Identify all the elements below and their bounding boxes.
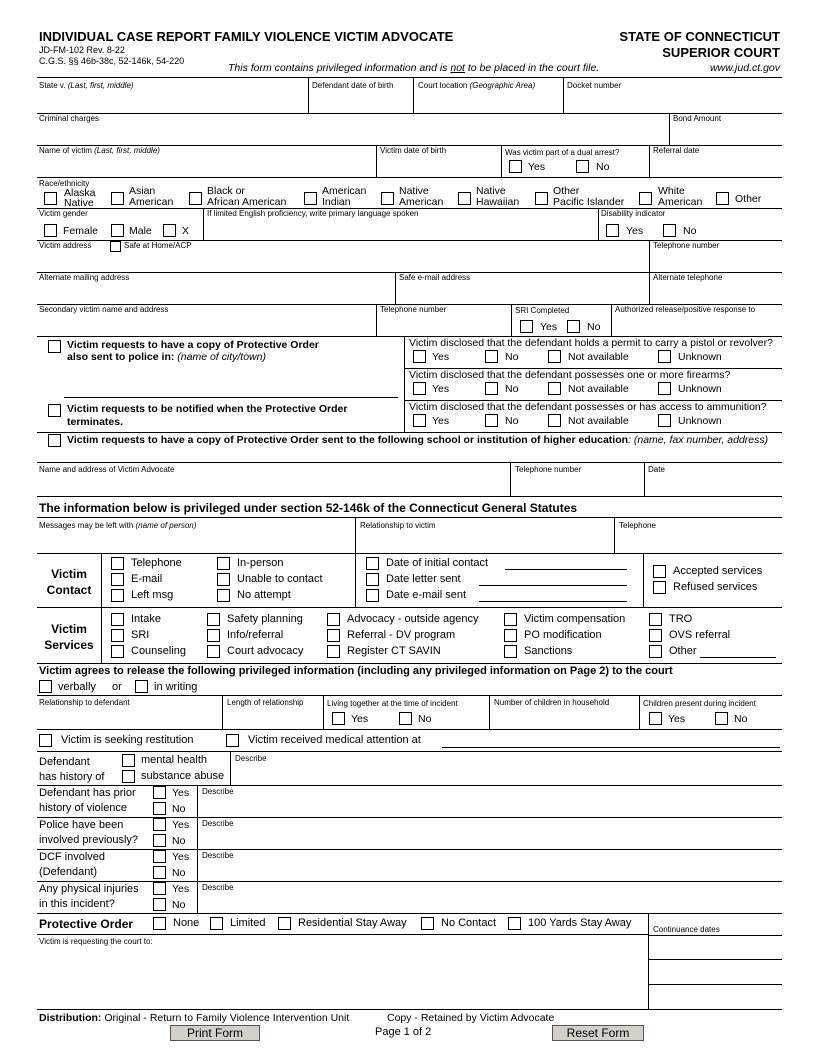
no-label: No [734, 713, 748, 725]
yes-label: Yes [172, 819, 190, 831]
po-no-contact-checkbox[interactable] [421, 917, 434, 930]
service-court-advocacy-label: Court advocacy [227, 645, 304, 657]
po-school-label: Victim requests to have a copy of Protective Order sent to the following school or institution of higher education: (name, fax number, address) [67, 434, 769, 446]
disability-label: Disability indicator [601, 209, 666, 218]
medical-location-line[interactable] [442, 747, 780, 748]
dcf-no-checkbox[interactable] [153, 866, 166, 879]
no-label: No [172, 835, 186, 847]
no-label: No [683, 225, 697, 237]
contact-no-attempt-label: No attempt [237, 589, 291, 601]
court-name: SUPERIOR COURT [662, 45, 780, 60]
victim-contact-label: Victim Contact [46, 567, 92, 597]
contact-email-checkbox[interactable] [111, 573, 124, 586]
advocate-date-label: Date [648, 465, 665, 474]
dual-arrest-label: Was victim part of a dual arrest? [505, 148, 620, 157]
service-other-checkbox[interactable] [649, 645, 662, 658]
service-sanctions-label: Sanctions [524, 645, 573, 657]
no-label: No [172, 899, 186, 911]
no-label: No [172, 803, 186, 815]
race-alaska-label: Alaska Native [64, 187, 96, 209]
children-yes-checkbox[interactable] [649, 712, 662, 725]
alt-telephone-label: Alternate telephone [653, 273, 723, 282]
safe-at-home-checkbox[interactable] [110, 241, 121, 252]
contact-unable-label: Unable to contact [237, 573, 323, 585]
statute-ref: C.G.S. §§ 46b-38c, 52-146k, 54-220 [39, 56, 185, 66]
po-100-yards-checkbox[interactable] [508, 917, 521, 930]
protective-order-label: Protective Order [39, 917, 134, 931]
race-alaska-checkbox[interactable] [44, 192, 57, 205]
po-none-label: None [173, 917, 200, 929]
injuries-yes-checkbox[interactable] [153, 882, 166, 895]
auth-release-label: Authorized release/positive response to [615, 305, 756, 314]
secondary-victim-label: Secondary victim name and address [39, 305, 169, 314]
living-together-label: Living together at the time of incident [327, 699, 458, 708]
injuries-no-checkbox[interactable] [153, 898, 166, 911]
sri-completed-label: SRI Completed [515, 306, 570, 315]
gender-female-checkbox[interactable] [44, 224, 57, 237]
yes-label: Yes [351, 713, 369, 725]
gender-x-checkbox[interactable] [163, 224, 176, 237]
po-residential-checkbox[interactable] [278, 917, 291, 930]
describe-label: Describe [235, 754, 267, 763]
date-initial-contact-label: Date of initial contact [386, 557, 489, 569]
living-yes-checkbox[interactable] [332, 712, 345, 725]
rel-length-label: Length of relationship [227, 698, 304, 707]
restitution-checkbox[interactable] [39, 734, 52, 747]
refused-services-label: Refused services [673, 581, 758, 593]
service-victim-comp-checkbox[interactable] [504, 613, 517, 626]
describe-label: Describe [202, 851, 234, 860]
race-native-american-checkbox[interactable] [381, 192, 394, 205]
ammo-no-checkbox[interactable] [485, 414, 498, 427]
injuries-label: Any physical injuries in this incident? [39, 883, 139, 910]
disability-no-checkbox[interactable] [663, 224, 676, 237]
num-children-label: Number of children in household [494, 698, 610, 707]
race-pacific-checkbox[interactable] [535, 192, 548, 205]
date-letter-checkbox[interactable] [366, 573, 379, 586]
dcf-involved-label: DCF involved (Defendant) [39, 851, 106, 878]
living-no-checkbox[interactable] [399, 712, 412, 725]
contact-left-msg-checkbox[interactable] [111, 589, 124, 602]
ammo-na-checkbox[interactable] [548, 414, 561, 427]
service-other-line[interactable] [700, 657, 776, 658]
relationship-victim-label: Relationship to victim [360, 521, 436, 530]
po-limited-checkbox[interactable] [210, 917, 223, 930]
no-label: No [505, 415, 519, 427]
page-number: Page 1 of 2 [375, 1026, 432, 1038]
male-label: Male [129, 225, 152, 237]
service-counseling-checkbox[interactable] [111, 645, 124, 658]
police-involved-label: Police have been involved previously? [39, 819, 139, 846]
ammunition-question: Victim disclosed that the defendant possesses or has access to ammunition? [409, 401, 767, 413]
pistol-no-checkbox[interactable] [485, 350, 498, 363]
children-present-label: Children present during incident [643, 699, 756, 708]
victim-services-label: Victim Services [44, 622, 94, 652]
dual-arrest-yes-checkbox[interactable] [509, 160, 522, 173]
substance-abuse-checkbox[interactable] [122, 770, 135, 783]
service-dv-program-label: Referral - DV program [347, 629, 456, 641]
po-100-yards-label: 100 Yards Stay Away [528, 917, 632, 929]
release-writing-checkbox[interactable] [135, 680, 148, 693]
race-asian-label: Asian American [129, 185, 174, 208]
contact-left-msg-label: Left msg [131, 589, 174, 601]
describe-label: Describe [202, 883, 234, 892]
po-limited-label: Limited [230, 917, 266, 929]
continuance-label: Continuance dates [653, 925, 720, 934]
mental-health-label: mental health [141, 754, 208, 766]
release-verbally-label: verbally [58, 681, 96, 693]
firearms-unknown-checkbox[interactable] [658, 382, 671, 395]
service-ovs-label: OVS referral [669, 629, 731, 641]
safe-at-home-label: Safe at Home/ACP [124, 241, 192, 250]
po-copy-police-checkbox[interactable] [48, 340, 61, 353]
yes-label: Yes [668, 713, 686, 725]
victim-address-label: Victim address [39, 241, 92, 250]
service-po-mod-label: PO modification [524, 629, 602, 641]
race-black-checkbox[interactable] [189, 192, 202, 205]
divider [37, 113, 782, 114]
state-name: STATE OF CONNECTICUT [619, 29, 780, 44]
yes-label: Yes [172, 787, 190, 799]
distribution-line: Distribution: Original - Return to Family Violence Intervention Unit [39, 1012, 350, 1024]
service-outside-agency-label: Advocacy - outside agency [347, 613, 479, 625]
service-savin-checkbox[interactable] [327, 645, 340, 658]
firearms-question: Victim disclosed that the defendant possesses one or more firearms? [409, 369, 731, 381]
race-american-indian-checkbox[interactable] [304, 192, 317, 205]
alt-mailing-label: Alternate mailing address [39, 273, 130, 282]
race-white-checkbox[interactable] [639, 192, 652, 205]
mental-health-checkbox[interactable] [122, 754, 135, 767]
firearms-no-checkbox[interactable] [485, 382, 498, 395]
race-native-hawaiian-checkbox[interactable] [458, 192, 471, 205]
defendant-history-label: Defendant has history of [39, 756, 105, 783]
describe-label: Describe [202, 819, 234, 828]
reset-form-button[interactable]: Reset Form [552, 1025, 644, 1041]
print-form-button[interactable]: Print Form [170, 1025, 260, 1041]
race-white-label: White American [658, 185, 703, 208]
date-email-label: Date e-mail sent [386, 589, 467, 601]
describe-label: Describe [202, 787, 234, 796]
court-location-label: Court location (Geographic Area) [418, 81, 536, 90]
pistol-unknown-checkbox[interactable] [658, 350, 671, 363]
service-ovs-checkbox[interactable] [649, 629, 662, 642]
service-intake-checkbox[interactable] [111, 613, 124, 626]
notify-termination-checkbox[interactable] [48, 404, 61, 417]
yes-label: Yes [432, 415, 450, 427]
no-label: No [418, 713, 432, 725]
release-verbally-checkbox[interactable] [39, 680, 52, 693]
service-sri-label: SRI [131, 629, 150, 641]
notify-termination-label: Victim requests to be notified when the Protective Order terminates. [67, 403, 348, 428]
firearms-yes-checkbox[interactable] [413, 382, 426, 395]
privileged-heading: The information below is privileged under section 52-146k of the Connecticut General Statutes [39, 501, 578, 515]
privilege-notice: This form contains privileged information and is not to be placed in the court file. [228, 62, 600, 74]
defendant-dob-label: Defendant date of birth [312, 81, 394, 90]
sri-no-checkbox[interactable] [567, 320, 580, 333]
gender-male-checkbox[interactable] [111, 224, 124, 237]
service-dv-program-checkbox[interactable] [327, 629, 340, 642]
service-info-label: Info/referral [227, 629, 284, 641]
prior-violence-no-checkbox[interactable] [153, 802, 166, 815]
accepted-services-checkbox[interactable] [653, 565, 666, 578]
service-intake-label: Intake [131, 613, 161, 625]
po-none-checkbox[interactable] [153, 917, 166, 930]
service-safety-label: Safety planning [227, 613, 303, 625]
race-native-american-label: Native American [399, 185, 444, 208]
service-info-checkbox[interactable] [207, 629, 220, 642]
advocate-name-label: Name and address of Victim Advocate [39, 465, 175, 474]
race-asian-checkbox[interactable] [111, 192, 124, 205]
children-no-checkbox[interactable] [715, 712, 728, 725]
pistol-yes-checkbox[interactable] [413, 350, 426, 363]
messages-label: Messages may be left with (name of person) [39, 521, 197, 530]
x-label: X [182, 225, 190, 237]
restitution-label: Victim is seeking restitution [61, 734, 194, 746]
docket-number-label: Docket number [567, 81, 622, 90]
po-residential-label: Residential Stay Away [298, 917, 407, 929]
race-label: Race/ethnicity [39, 179, 90, 188]
po-copy-police-label: Victim requests to have a copy of Protective Order [67, 339, 319, 351]
date-email-line[interactable] [479, 601, 627, 602]
disability-yes-checkbox[interactable] [606, 224, 619, 237]
date-letter-label: Date letter sent [386, 573, 461, 585]
safe-email-label: Safe e-mail address [399, 273, 471, 282]
police-no-checkbox[interactable] [153, 834, 166, 847]
service-po-mod-checkbox[interactable] [504, 629, 517, 642]
service-counseling-label: Counseling [131, 645, 187, 657]
contact-email-label: E-mail [131, 573, 163, 585]
website: www.jud.ct.gov [709, 62, 780, 74]
pistol-na-checkbox[interactable] [548, 350, 561, 363]
rel-defendant-label: Relationship to defendant [39, 698, 130, 707]
release-writing-label: in writing [154, 681, 198, 693]
no-label: No [596, 161, 610, 173]
service-sanctions-checkbox[interactable] [504, 645, 517, 658]
victim-dob-label: Victim date of birth [380, 146, 447, 155]
requesting-label: Victim is requesting the court to: [39, 937, 153, 946]
divider [37, 177, 782, 178]
po-no-contact-label: No Contact [441, 917, 497, 929]
service-outside-agency-checkbox[interactable] [327, 613, 340, 626]
no-label: No [172, 867, 186, 879]
dual-arrest-no-checkbox[interactable] [576, 160, 589, 173]
contact-no-attempt-checkbox[interactable] [217, 589, 230, 602]
service-other-label: Other [669, 645, 697, 657]
po-police-city-label: also sent to police in: (name of city/town) [67, 351, 266, 363]
police-yes-checkbox[interactable] [153, 818, 166, 831]
race-pacific-label: Other Pacific Islander [553, 185, 625, 208]
firearms-na-checkbox[interactable] [548, 382, 561, 395]
not-available-label: Not available [568, 383, 629, 395]
sec-telephone-label: Telephone number [380, 305, 447, 314]
no-label: No [505, 351, 519, 363]
yes-label: Yes [540, 321, 558, 333]
no-label: No [505, 383, 519, 395]
contact-in-person-label: In-person [237, 557, 284, 569]
service-savin-label: Register CT SAVIN [347, 645, 441, 657]
service-safety-checkbox[interactable] [207, 613, 220, 626]
release-statement: Victim agrees to release the following privileged information (including any privileged information on Page 2) to the court [39, 665, 673, 677]
yes-label: Yes [626, 225, 644, 237]
date-email-checkbox[interactable] [366, 589, 379, 602]
contact-telephone-checkbox[interactable] [111, 557, 124, 570]
release-or-label: or [112, 681, 122, 693]
pistol-permit-question: Victim disclosed that the defendant holds a permit to carry a pistol or revolver? [409, 337, 773, 349]
advocate-phone-label: Telephone number [515, 465, 582, 474]
yes-label: Yes [172, 851, 190, 863]
accepted-services-label: Accepted services [673, 565, 763, 577]
service-tro-label: TRO [669, 613, 693, 625]
state-v-label: State v. (Last, first, middle) [39, 81, 134, 90]
race-native-hawaiian-label: Native Hawaiian [476, 185, 520, 208]
unknown-label: Unknown [678, 415, 722, 427]
medical-checkbox[interactable] [226, 734, 239, 747]
date-initial-contact-checkbox[interactable] [366, 557, 379, 570]
sri-yes-checkbox[interactable] [520, 320, 533, 333]
criminal-charges-label: Criminal charges [39, 114, 100, 123]
yes-label: Yes [528, 161, 546, 173]
lep-label: If limited English proficiency, write primary language spoken [207, 209, 419, 218]
unknown-label: Unknown [678, 383, 722, 395]
service-sri-checkbox[interactable] [111, 629, 124, 642]
race-black-label: Black or African American [207, 185, 287, 208]
bond-amount-label: Bond Amount [673, 114, 722, 123]
race-american-indian-label: American Indian [322, 185, 367, 208]
po-school-checkbox[interactable] [48, 434, 61, 447]
ammo-unknown-checkbox[interactable] [658, 414, 671, 427]
telephone-priv-label: Telephone [619, 521, 656, 530]
not-available-label: Not available [568, 351, 629, 363]
ammo-yes-checkbox[interactable] [413, 414, 426, 427]
contact-telephone-label: Telephone [131, 557, 182, 569]
yes-label: Yes [432, 383, 450, 395]
race-other-checkbox[interactable] [716, 192, 729, 205]
contact-in-person-checkbox[interactable] [217, 557, 230, 570]
prior-violence-label: Defendant has prior history of violence [39, 787, 136, 814]
yes-label: Yes [172, 883, 190, 895]
service-tro-checkbox[interactable] [649, 613, 662, 626]
referral-date-label: Referral date [653, 146, 700, 155]
copy-label: Copy - Retained by Victim Advocate [387, 1012, 555, 1024]
female-label: Female [63, 225, 99, 237]
date-initial-contact-line[interactable] [505, 569, 627, 570]
prior-violence-yes-checkbox[interactable] [153, 786, 166, 799]
date-letter-line[interactable] [479, 585, 627, 586]
dcf-yes-checkbox[interactable] [153, 850, 166, 863]
service-victim-comp-label: Victim compensation [524, 613, 626, 625]
no-label: No [587, 321, 601, 333]
unknown-label: Unknown [678, 351, 722, 363]
medical-label: Victim received medical attention at [248, 734, 421, 746]
contact-unable-checkbox[interactable] [217, 573, 230, 586]
divider [37, 77, 782, 78]
gender-label: Victim gender [39, 209, 88, 218]
yes-label: Yes [432, 351, 450, 363]
telephone-label: Telephone number [653, 241, 720, 250]
race-other-label: Other [735, 193, 762, 205]
service-court-advocacy-checkbox[interactable] [207, 645, 220, 658]
form-number: JD-FM-102 Rev. 8-22 [39, 45, 125, 55]
refused-services-checkbox[interactable] [653, 581, 666, 594]
not-available-label: Not available [568, 415, 629, 427]
form-title: INDIVIDUAL CASE REPORT FAMILY VIOLENCE VICTIM ADVOCATE [39, 29, 454, 44]
substance-abuse-label: substance abuse [141, 770, 225, 782]
victim-name-label: Name of victim (Last, first, middle) [39, 146, 160, 155]
